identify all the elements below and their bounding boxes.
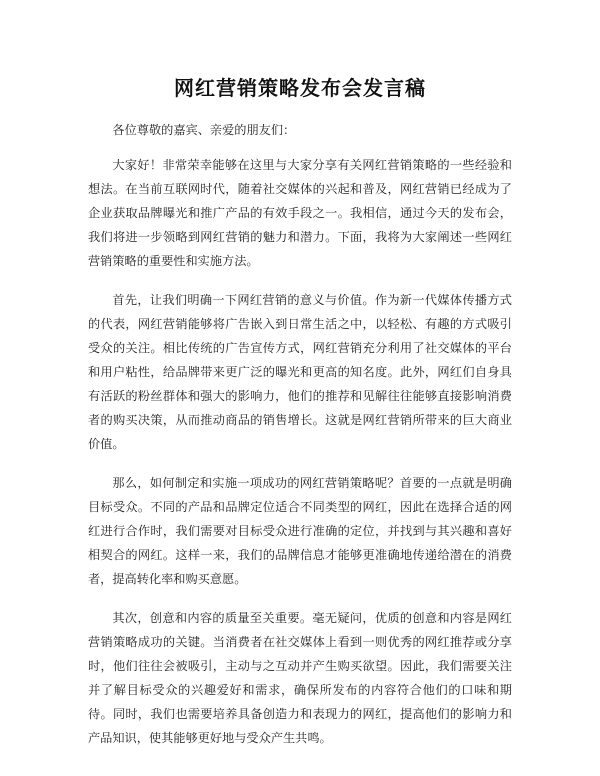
greeting-paragraph: 各位尊敬的嘉宾、亲爱的朋友们： xyxy=(112,123,296,137)
document-title: 网红营销策略发布会发言稿 xyxy=(174,76,426,100)
value-paragraph: 首先，让我们明确一下网红营销的意义与价值。作为新一代媒体传播方式的代表，网红营销能够将广告嵌入到日常生活之中，以轻松、有趣的方式吸引受众的关注。相比传统的广告宣传方式，网红营销充分利用了社交媒体的平台和用户粘性，给品牌带来更广泛的曝光和更高的知名度。此外，网红们自身具有活跃的粉丝群体和强大的影响力，他们的推荐和见解往往能够直接影响消费者的购买决策，从而推动商品的销售增长。这就是网红营销所带来的巨大商业价值。 xyxy=(88,293,512,451)
intro-paragraph: 大家好！非常荣幸能够在这里与大家分享有关网红营销策略的一些经验和想法。在当前互联网时代，随着社交媒体的兴起和普及，网红营销已经成为了企业获取品牌曝光和推广产品的有效手段之一。我相信，通过今天的发布会，我们将进一步领略到网红营销的魅力和潜力。下面，我将为大家阐述一些网红营销策略的重要性和实施方法。 xyxy=(88,158,512,268)
content-paragraph: 其次，创意和内容的质量至关重要。毫无疑问，优质的创意和内容是网红营销策略成功的关键。当消费者在社交媒体上看到一则优秀的网红推荐或分享时，他们往往会被吸引，主动与之互动并产生购买欲望。因此，我们需要关注并了解目标受众的兴趣爱好和需求，确保所发布的内容符合他们的口味和期待。同时，我们也需要培养具备创造力和表现力的网红，提高他们的影响力和产品知识，使其能够更好地与受众产生共鸣。 xyxy=(88,611,512,745)
audience-paragraph: 那么，如何制定和实施一项成功的网红营销策略呢？首要的一点就是明确目标受众。不同的产品和品牌定位适合不同类型的网红，因此在选择合适的网红进行合作时，我们需要对目标受众进行准确的定位，并找到与其兴趣和喜好相契合的网红。这样一来，我们的品牌信息才能够更准确地传递给潜在的消费者，提高转化率和购买意愿。 xyxy=(88,476,512,586)
document-body xyxy=(88,118,512,765)
